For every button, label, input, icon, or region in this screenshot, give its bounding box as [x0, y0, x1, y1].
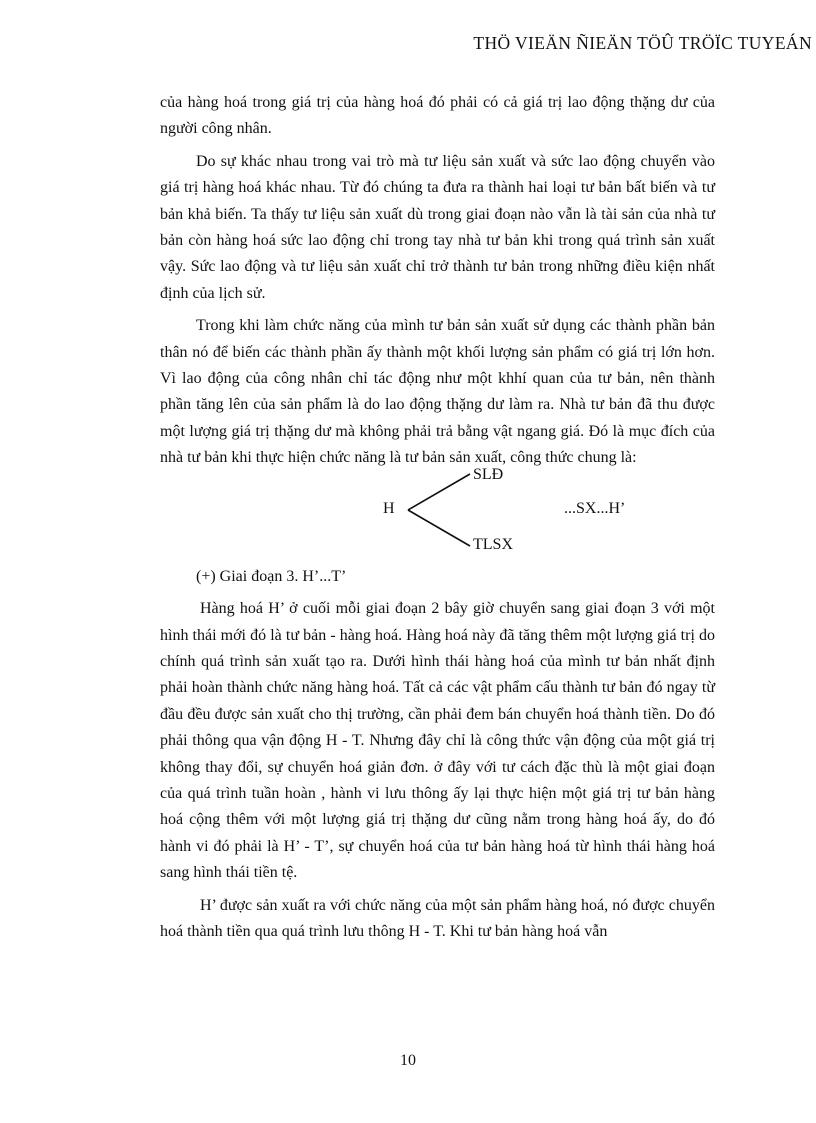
formula-lower-term: TLSX — [473, 535, 513, 553]
page-header: THÖ VIEÄN ÑIEÄN TÖÛ TRÖÏC TUYEÁN — [473, 33, 812, 53]
formula-upper-term: SLĐ — [473, 465, 504, 483]
upper-branch-line — [408, 474, 470, 510]
paragraph: Hàng hoá H’ ở cuối mỗi giai đoạn 2 bây giờ chuyển sang giai đoạn 3 với một hình thái mới đó là tư bản - hàng hoá. Hàng hoá này đã tăng thêm một lượng giá trị do chính quá trình sản xuất tạo ra. Dưới hình thái hàng hoá của mình tư bản nhất định phải hoàn thành chức năng hàng hoá. Tất cả các vật phẩm cấu thành tư bản đó ngay từ đầu đều được sản xuất cho thị trường, cần phải đem bán chuyển hoá thành tiền. Do đó phải thông qua vận động H - T. Nhưng đây chỉ là công thức vận động của một giá trị không thay đổi, sự chuyển hoá giản đơn. ở đây với tư cách đặc thù là một giai đoạn của quá trình tuần hoàn , hành vi lưu thông ấy lại thực hiện một giá trị tư bản hàng hoá cộng thêm với một lượng giá trị thặng dư cũng nằm trong hàng hoá ấy, do đó hành vi đó phải là H’ - T’, sự chuyển hoá của tư bản hàng hoá từ hình thái hàng hoá sang hình thái tiền tệ. — [160, 600, 715, 882]
document-body — [160, 90, 715, 945]
paragraph: Trong khi làm chức năng của mình tư bản sản xuất sử dụng các thành phần bản thân nó để biến các thành phần ấy thành một khối lượng sản phẩm có giá trị lớn hơn. Vì lao động của công nhân chỉ tác động như một khhí quan của tư bản, nên thành phần tăng lên của sản phẩm là do lao động thặng dư làm ra. Nhà tư bản đã thu được một lượng giá trị thặng dư mà không phải trả bằng vật ngang giá. Đó là mục đích của nhà tư bản khi thực hiện chức năng là tư bản sản xuất, công thức chung là: — [160, 317, 715, 467]
paragraph: của hàng hoá trong giá trị của hàng hoá đó phải có cả giá trị lao động thặng dư của người công nhân. — [160, 94, 715, 138]
paragraph: H’ được sản xuất ra với chức năng của một sản phẩm hàng hoá, nó được chuyển hoá thành tiền qua quá trình lưu thông H - T. Khi tư bản hàng hoá vẫn — [160, 896, 715, 940]
production-formula — [160, 465, 715, 556]
formula-continuation: ...SX...H’ — [564, 499, 626, 517]
formula-branch-lines — [160, 468, 715, 556]
section-heading: (+) Giai đoạn 3. H’...T’ — [196, 567, 347, 585]
paragraph: Do sự khác nhau trong vai trò mà tư liệu sản xuất và sức lao động chuyển vào giá trị hàng hoá khác nhau. Từ đó chúng ta đưa ra thành hai loại tư bản bất biến và tư bản khả biến. Ta thấy tư liệu sản xuất dù trong giai đoạn nào vẫn là tài sản của nhà tư bản còn hàng hoá sức lao động chỉ trong tay nhà tư bản khi trong quá trình sản xuất vậy. Sức lao động và tư liệu sản xuất chỉ trở thành tư bản trong những điều kiện nhất định của lịch sử. — [160, 152, 715, 302]
page-number: 10 — [400, 1052, 416, 1069]
formula-source: H — [383, 499, 395, 517]
lower-branch-line — [408, 510, 470, 546]
